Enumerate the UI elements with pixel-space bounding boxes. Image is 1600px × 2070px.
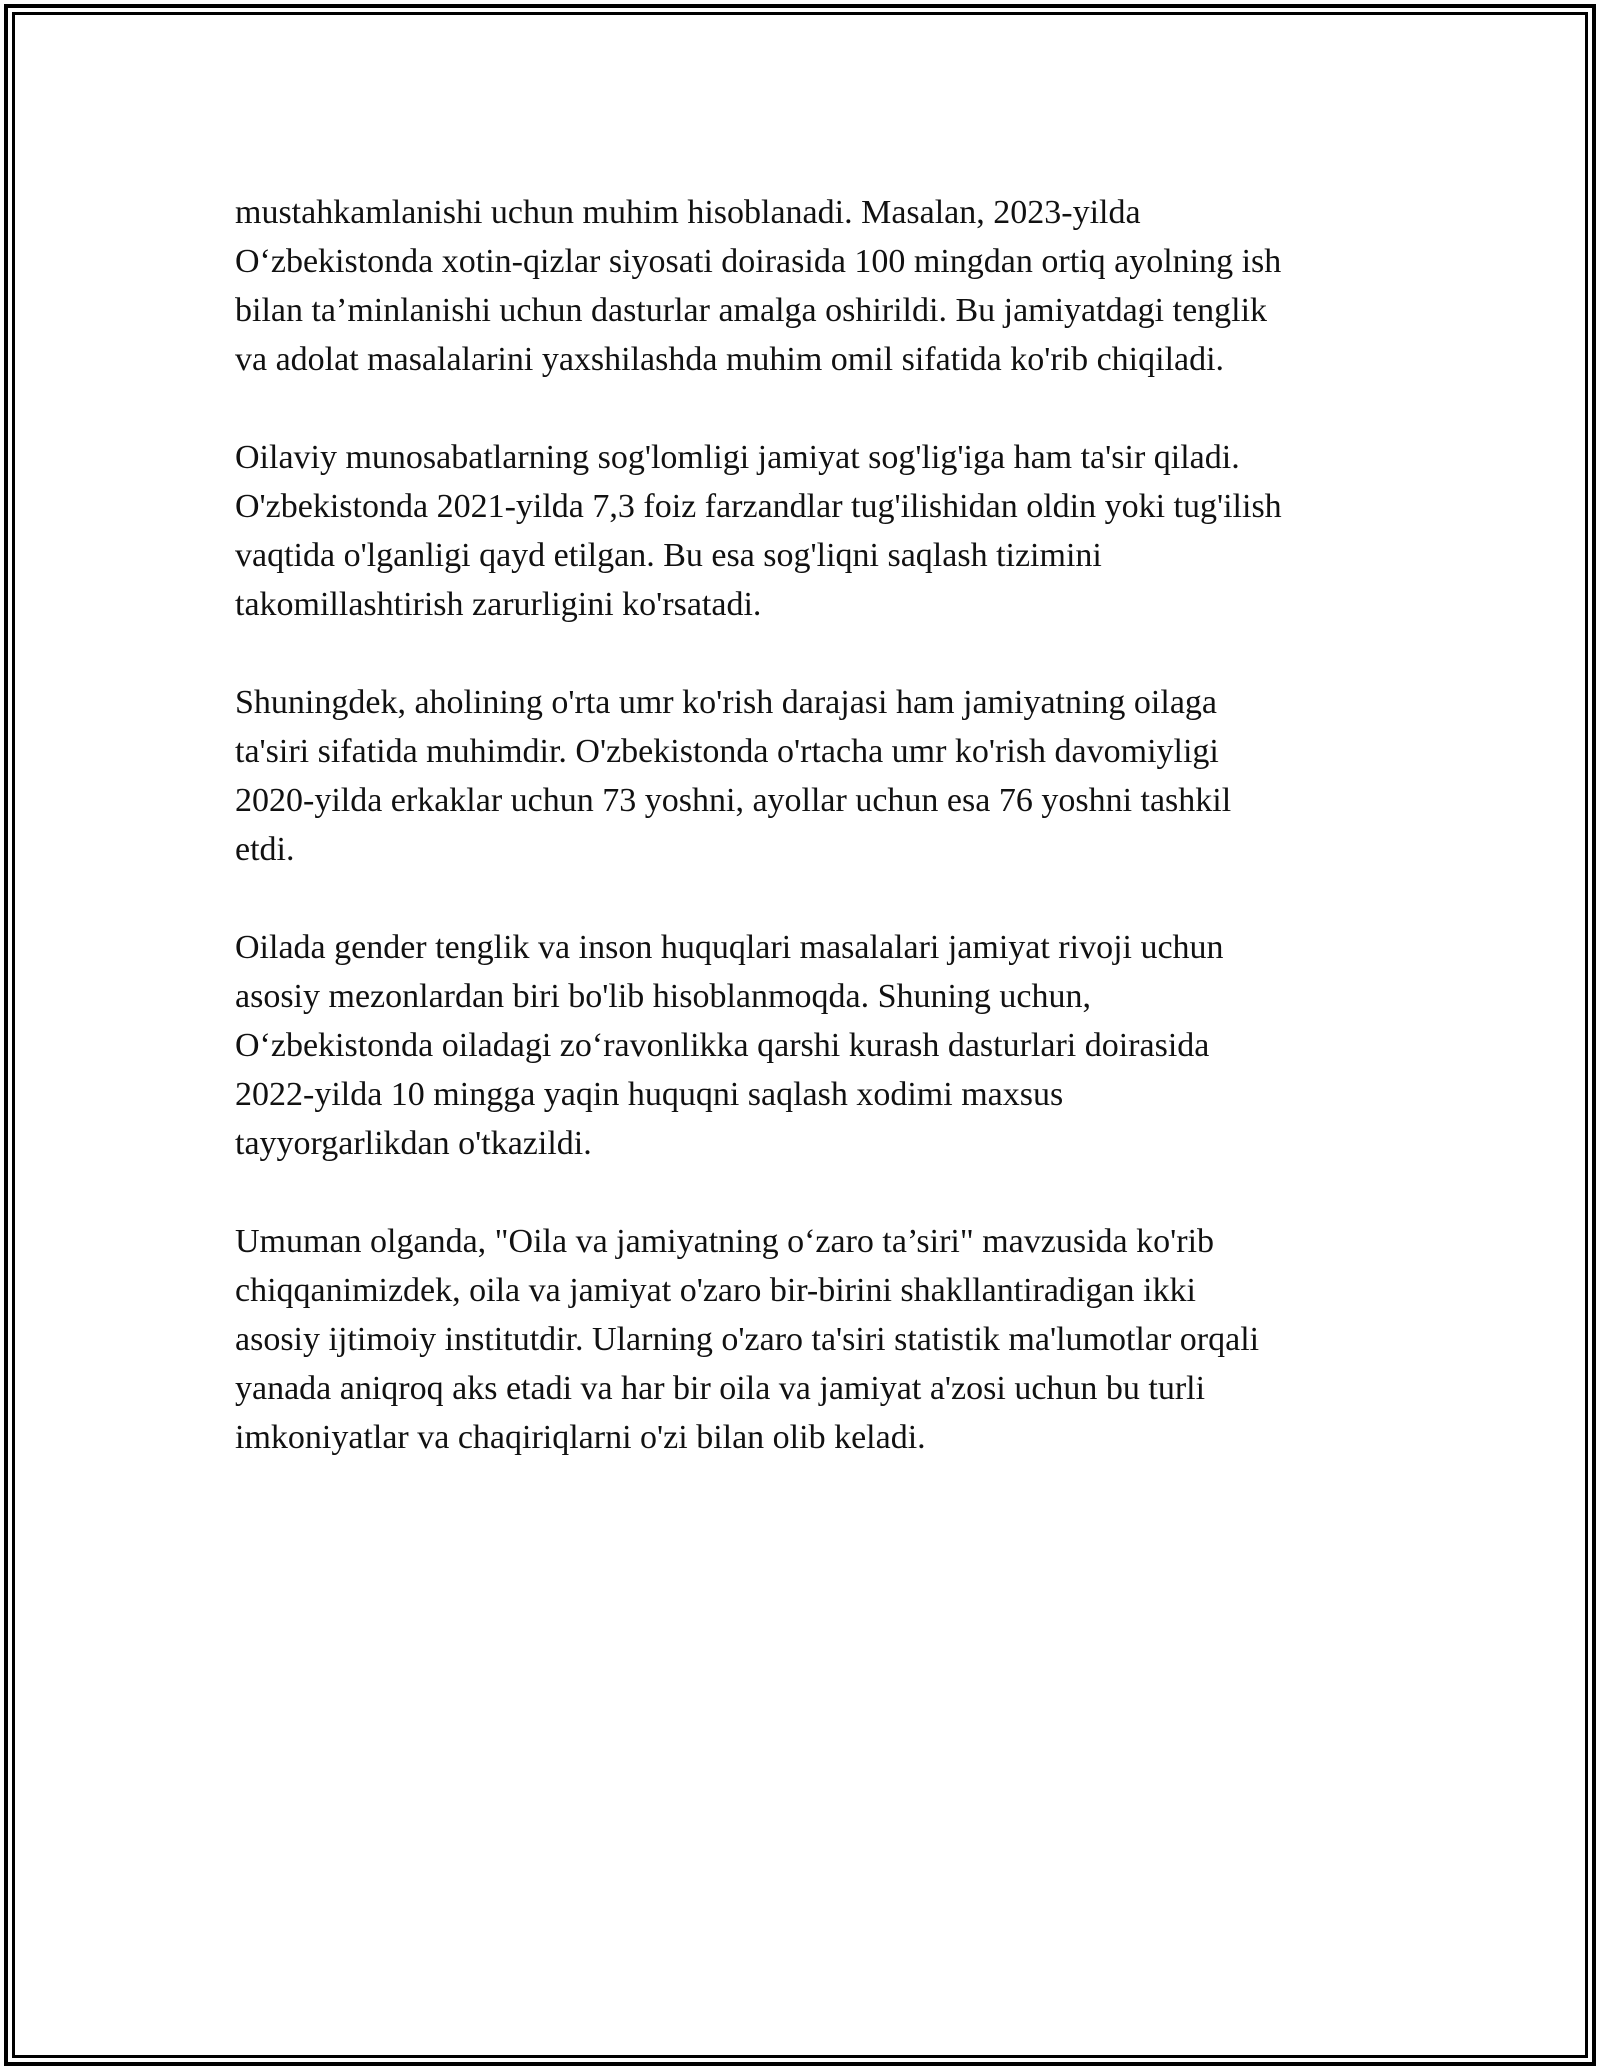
paragraph-line: vaqtida o'lganligi qayd etilgan. Bu esa sog'liqni saqlash tizimini xyxy=(235,537,1102,574)
paragraph-line: imkoniyatlar va chaqiriqlarni o'zi bilan olib keladi. xyxy=(235,1419,926,1456)
paragraph-line: O'zbekistonda 2021-yilda 7,3 foiz farzandlar tug'ilishidan oldin yoki tug'ilish xyxy=(235,488,1282,525)
paragraph-line: O‘zbekistonda oiladagi zo‘ravonlikka qarshi kurash dasturlari doirasida xyxy=(235,1027,1210,1064)
paragraph-line: etdi. xyxy=(235,831,295,868)
paragraph-line: Umuman olganda, "Oila va jamiyatning o‘zaro ta’siri" mavzusida ko'rib xyxy=(235,1223,1215,1260)
paragraph-line: Oilaviy munosabatlarning sog'lomligi jamiyat sog'lig'iga ham ta'sir qiladi. xyxy=(235,439,1240,476)
paragraph-line: asosiy ijtimoiy institutdir. Ularning o'zaro ta'siri statistik ma'lumotlar orqali xyxy=(235,1321,1260,1358)
paragraph-line: va adolat masalalarini yaxshilashda muhim omil sifatida ko'rib chiqiladi. xyxy=(235,341,1225,378)
paragraph-line: yanada aniqroq aks etadi va har bir oila va jamiyat a'zosi uchun bu turli xyxy=(235,1370,1206,1407)
paragraph-line: bilan ta’minlanishi uchun dasturlar amalga oshirildi. Bu jamiyatdagi tenglik xyxy=(235,292,1268,329)
paragraph-line: asosiy mezonlardan biri bo'lib hisoblanmoqda. Shuning uchun, xyxy=(235,978,1092,1015)
paragraph-1 xyxy=(235,188,1385,384)
paragraph-3 xyxy=(235,678,1385,874)
paragraph-line: 2020-yilda erkaklar uchun 73 yoshni, ayollar uchun esa 76 yoshni tashkil xyxy=(235,782,1232,819)
paragraph-line: takomillashtirish zarurligini ko'rsatadi. xyxy=(235,586,762,623)
paragraph-line: mustahkamlanishi uchun muhim hisoblanadi. Masalan, 2023-yilda xyxy=(235,194,1141,231)
paragraph-5 xyxy=(235,1217,1385,1462)
paragraph-2 xyxy=(235,433,1385,629)
paragraph-4 xyxy=(235,923,1385,1168)
paragraph-line: Oilada gender tenglik va inson huquqlari masalalari jamiyat rivoji uchun xyxy=(235,929,1224,966)
document-body xyxy=(235,188,1385,1511)
paragraph-line: 2022-yilda 10 mingga yaqin huquqni saqlash xodimi maxsus xyxy=(235,1076,1064,1113)
paragraph-line: tayyorgarlikdan o'tkazildi. xyxy=(235,1125,592,1162)
paragraph-line: chiqqanimizdek, oila va jamiyat o'zaro bir-birini shakllantiradigan ikki xyxy=(235,1272,1196,1309)
paragraph-line: ta'siri sifatida muhimdir. O'zbekistonda o'rtacha umr ko'rish davomiyligi xyxy=(235,733,1219,770)
paragraph-line: O‘zbekistonda xotin-qizlar siyosati doirasida 100 mingdan ortiq ayolning ish xyxy=(235,243,1282,280)
paragraph-line: Shuningdek, aholining o'rta umr ko'rish darajasi ham jamiyatning oilaga xyxy=(235,684,1217,721)
